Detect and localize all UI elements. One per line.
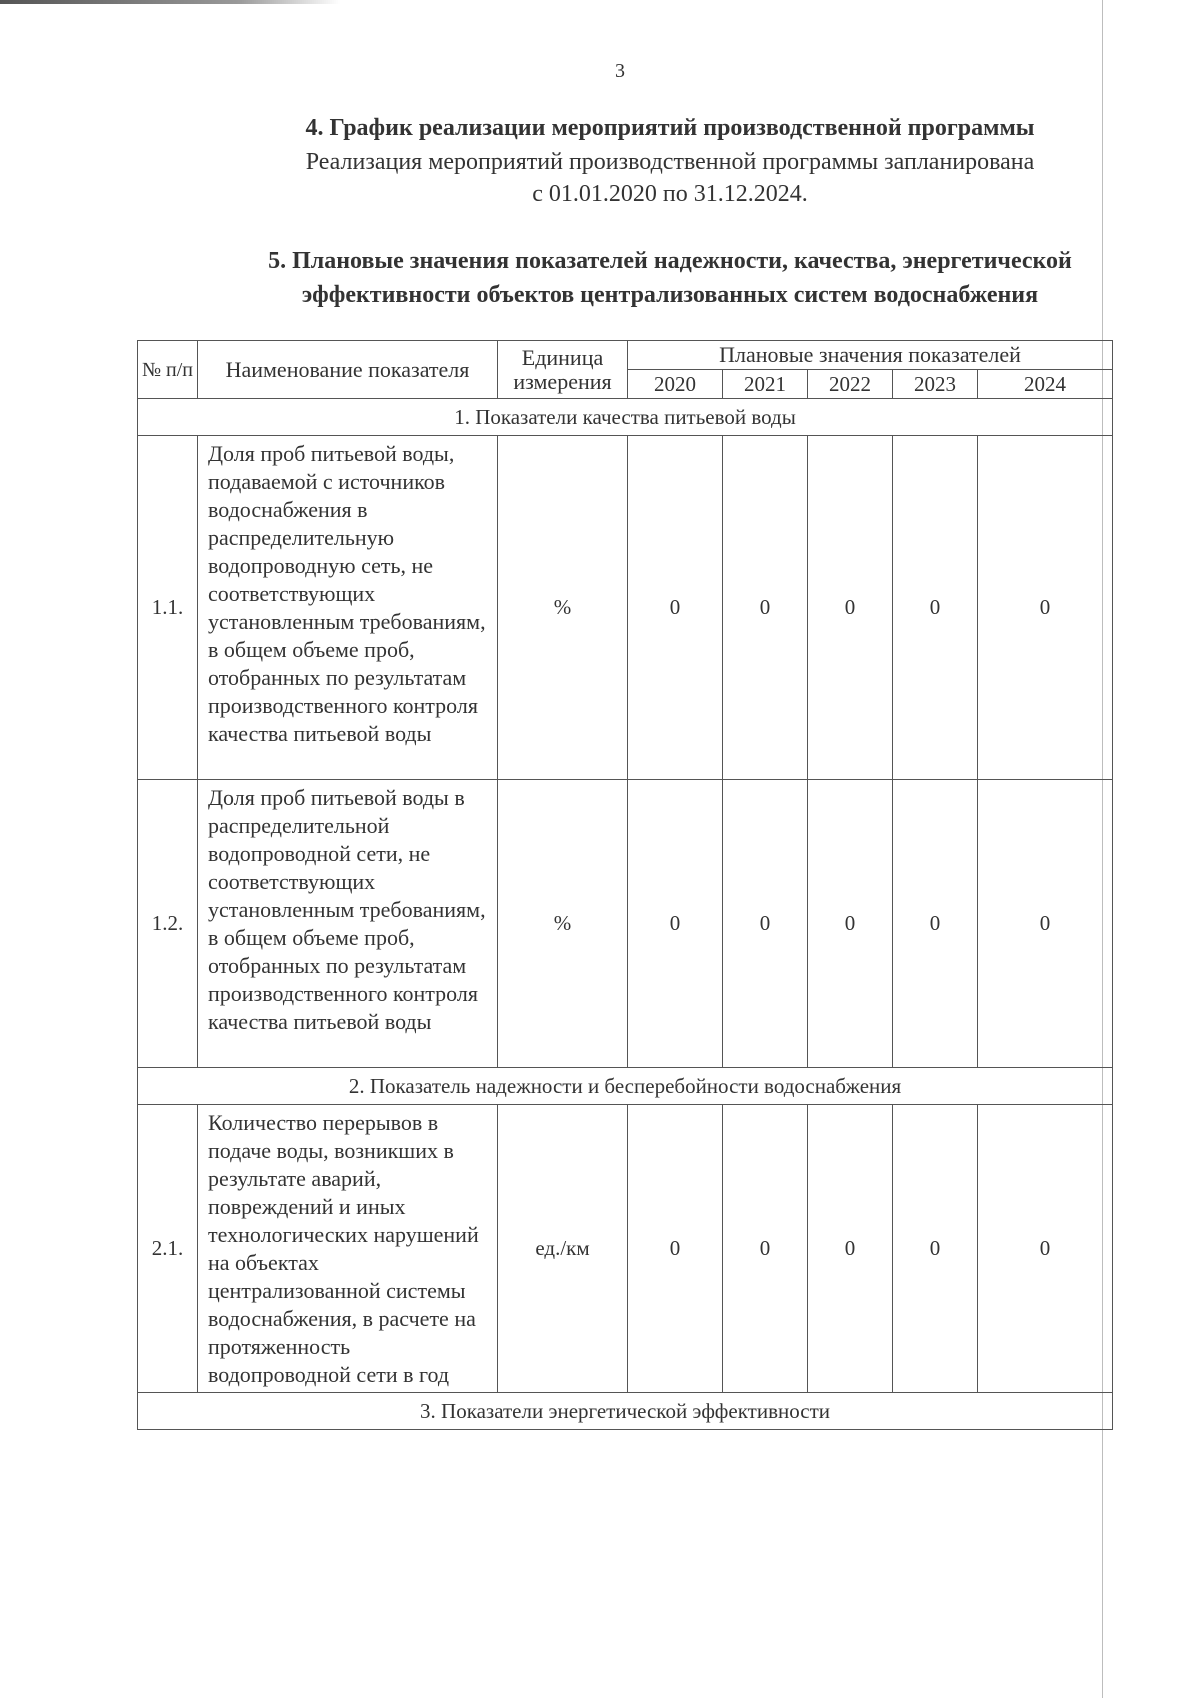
table-group-row <box>138 1068 1113 1105</box>
indicators-table <box>137 340 1113 1430</box>
indicator-name: Доля проб питьевой воды, подаваемой с источников водоснабжения в распределительную водопроводную сеть, не соответствующих установленным требованиям, в общем объеме проб, отобранных по результатам производственного контроля качества питьевой воды <box>198 436 498 780</box>
value-cell: 0 <box>978 780 1113 1068</box>
table-header-row <box>138 341 1113 370</box>
schedule-text-line-1: Реализация мероприятий производственной программы запланирована <box>305 149 1035 175</box>
value-cell: 0 <box>978 1105 1113 1393</box>
unit-cell: % <box>498 780 628 1068</box>
table-row <box>138 436 1113 780</box>
indicator-name: Количество перерывов в подаче воды, возникших в результате аварий, повреждений и иных технологических нарушений на объектах централизованной системы водоснабжения, в расчете на протяженность водопроводной сети в год <box>198 1105 498 1393</box>
header-year: 2020 <box>628 370 723 399</box>
header-year: 2021 <box>723 370 808 399</box>
table-group-row <box>138 399 1113 436</box>
value-cell: 0 <box>628 780 723 1068</box>
table-row <box>138 780 1113 1068</box>
value-cell: 0 <box>628 1105 723 1393</box>
header-name: Наименование показателя <box>198 341 498 399</box>
group-title: 2. Показатель надежности и бесперебойности водоснабжения <box>138 1068 1113 1105</box>
header-number: № п/п <box>138 341 198 399</box>
header-unit: Единица измерения <box>498 341 628 399</box>
indicators-title-line-2: эффективности объектов централизованных систем водоснабжения <box>301 282 1039 308</box>
value-cell: 0 <box>808 1105 893 1393</box>
schedule-text-line-2: с 01.01.2020 по 31.12.2024. <box>532 181 808 207</box>
row-number: 1.2. <box>138 780 198 1068</box>
value-cell: 0 <box>893 436 978 780</box>
value-cell: 0 <box>893 780 978 1068</box>
indicators-section-title <box>140 244 1200 312</box>
indicators-title-line-1: 5. Плановые значения показателей надежности, качества, энергетической <box>268 248 1072 274</box>
table-row <box>138 1105 1113 1393</box>
header-planned-values: Плановые значения показателей <box>628 341 1113 370</box>
row-number: 2.1. <box>138 1105 198 1393</box>
unit-cell: ед./км <box>498 1105 628 1393</box>
schedule-section-title: 4. График реализации мероприятий производственной программы <box>305 115 1035 141</box>
header-year: 2024 <box>978 370 1113 399</box>
value-cell: 0 <box>723 780 808 1068</box>
indicator-name: Доля проб питьевой воды в распределительной водопроводной сети, не соответствующих установленным требованиям, в общем объеме проб, отобранных по результатам производственного контроля качества питьевой воды <box>198 780 498 1068</box>
group-title: 1. Показатели качества питьевой воды <box>138 399 1113 436</box>
unit-cell: % <box>498 436 628 780</box>
value-cell: 0 <box>723 1105 808 1393</box>
value-cell: 0 <box>808 780 893 1068</box>
row-number: 1.1. <box>138 436 198 780</box>
value-cell: 0 <box>628 436 723 780</box>
page-number: 3 <box>615 60 625 82</box>
header-year: 2023 <box>893 370 978 399</box>
group-title: 3. Показатели энергетической эффективности <box>138 1393 1113 1430</box>
value-cell: 0 <box>978 436 1113 780</box>
value-cell: 0 <box>723 436 808 780</box>
header-year: 2022 <box>808 370 893 399</box>
scan-top-edge <box>0 0 340 4</box>
table-group-row <box>138 1393 1113 1430</box>
value-cell: 0 <box>808 436 893 780</box>
value-cell: 0 <box>893 1105 978 1393</box>
